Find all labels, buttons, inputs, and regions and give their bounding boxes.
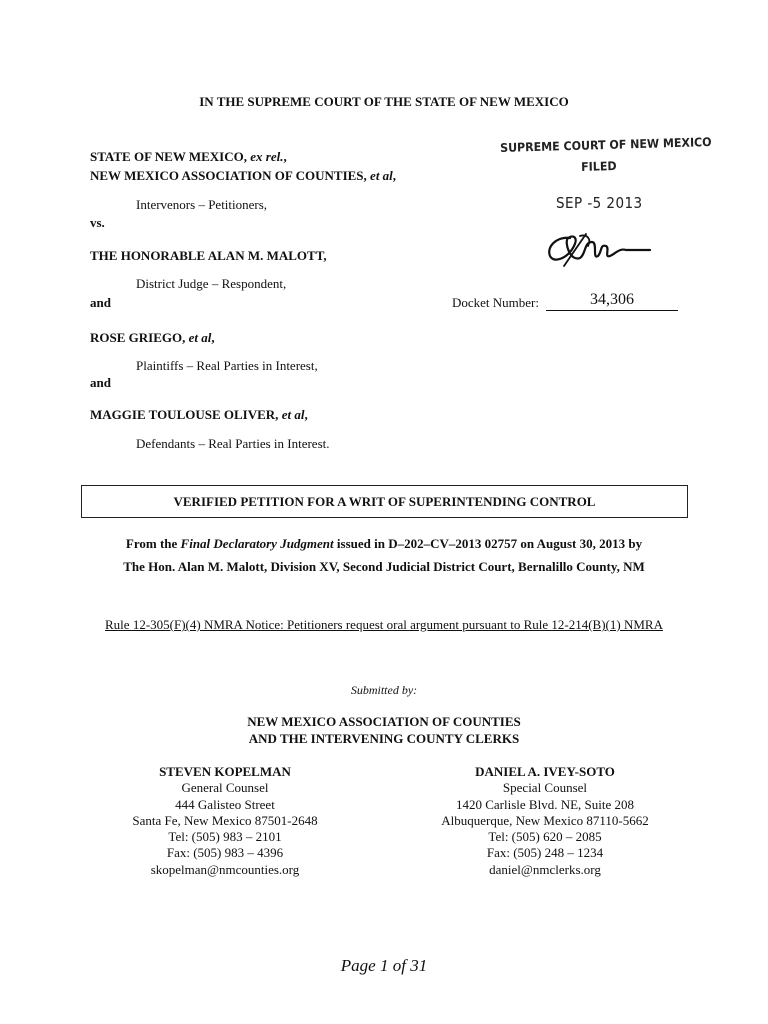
counsel-left-tel: Tel: (505) 983 – 2101 (168, 829, 282, 845)
docket-number: 34,306 (546, 291, 678, 311)
counsel-left-name: STEVEN KOPELMAN (159, 764, 291, 779)
counsel-left-fax: Fax: (505) 983 – 4396 (166, 845, 284, 861)
party4-text: MAGGIE TOULOUSE OLIVER, (90, 407, 282, 422)
and-label-1: and (90, 295, 111, 310)
origin-line1 (0, 536, 768, 552)
origin-line2: The Hon. Alan M. Malott, Division XV, Second Judicial District Court, Bernalillo County, NM (123, 559, 645, 574)
counsel-right-city: Albuquerque, New Mexico 87110-5662 (441, 812, 649, 828)
counsel-left-block (100, 764, 350, 878)
counsel-left-city: Santa Fe, New Mexico 87501-2648 (132, 812, 318, 828)
party4-role: Defendants – Real Parties in Interest. (136, 436, 330, 451)
counsel-right-street: 1420 Carlisle Blvd. NE, Suite 208 (455, 796, 635, 812)
page-number: Page 1 of 31 (340, 956, 428, 975)
party4-post: , (304, 407, 308, 422)
party1-line2-text: NEW MEXICO ASSOCIATION OF COUNTIES, (90, 168, 371, 183)
origin-line1-text: From the (125, 536, 181, 551)
counsel-left-street: 444 Galisteo Street (175, 796, 275, 812)
versus-label: vs. (90, 215, 105, 230)
counsel-right-email: daniel@nmclerks.org (489, 861, 601, 877)
party1-line2 (90, 168, 396, 184)
petition-title: VERIFIED PETITION FOR A WRIT OF SUPERINTENDING CONTROL (81, 485, 688, 518)
party1-role: Intervenors – Petitioners, (136, 197, 268, 212)
party4 (90, 407, 308, 423)
counsel-left-title: General Counsel (181, 780, 269, 796)
origin-line1-post: issued in D–202–CV–2013 02757 on August 30, 2013 by (333, 536, 643, 551)
and-label-2: and (90, 375, 111, 390)
party4-italic: et al (281, 407, 305, 422)
party3-text: ROSE GRIEGO, (90, 330, 189, 345)
counsel-right-tel: Tel: (505) 620 – 2085 (488, 829, 602, 845)
filed-stamp-date: SEP -5 2013 (556, 194, 643, 212)
court-heading: IN THE SUPREME COURT OF THE STATE OF NEW MEXICO (199, 94, 569, 109)
party1-line1-post: , (283, 149, 287, 164)
submitters-line2: AND THE INTERVENING COUNTY CLERKS (248, 731, 520, 746)
counsel-right-title: Special Counsel (502, 780, 588, 796)
submitters-line1: NEW MEXICO ASSOCIATION OF COUNTIES (247, 714, 521, 729)
party1-line1-italic: ex rel. (250, 149, 284, 164)
party3 (90, 330, 215, 346)
party1-line1 (90, 149, 287, 165)
party1-line2-post: , (392, 168, 397, 183)
docket-label: Docket Number: (452, 295, 540, 310)
party3-role: Plaintiffs – Real Parties in Interest, (136, 358, 318, 373)
counsel-left-email: skopelman@nmcounties.org (150, 861, 300, 877)
party1-line1-text: STATE OF NEW MEXICO, (90, 149, 251, 164)
counsel-right-block (405, 764, 685, 878)
party3-italic: et al (188, 330, 212, 345)
party2-role: District Judge – Respondent, (136, 276, 287, 291)
party2: THE HONORABLE ALAN M. MALOTT, (90, 248, 327, 263)
filed-stamp-line1: SUPREME COURT OF NEW MEXICO (500, 134, 712, 155)
filed-stamp-line2: FILED (581, 158, 617, 174)
party3-post: , (211, 330, 215, 345)
counsel-right-fax: Fax: (505) 248 – 1234 (486, 845, 604, 861)
party1-line2-italic: et al (370, 168, 393, 183)
submitted-by-label: Submitted by: (350, 683, 418, 697)
counsel-right-name: DANIEL A. IVEY-SOTO (475, 764, 615, 779)
origin-judgment-title: Final Declaratory Judgment (180, 536, 334, 551)
rule-notice: Rule 12-305(F)(4) NMRA Notice: Petitioners request oral argument pursuant to Rule 12-214(B)(1) NMRA (105, 617, 663, 632)
clerk-signature-icon (540, 228, 655, 273)
